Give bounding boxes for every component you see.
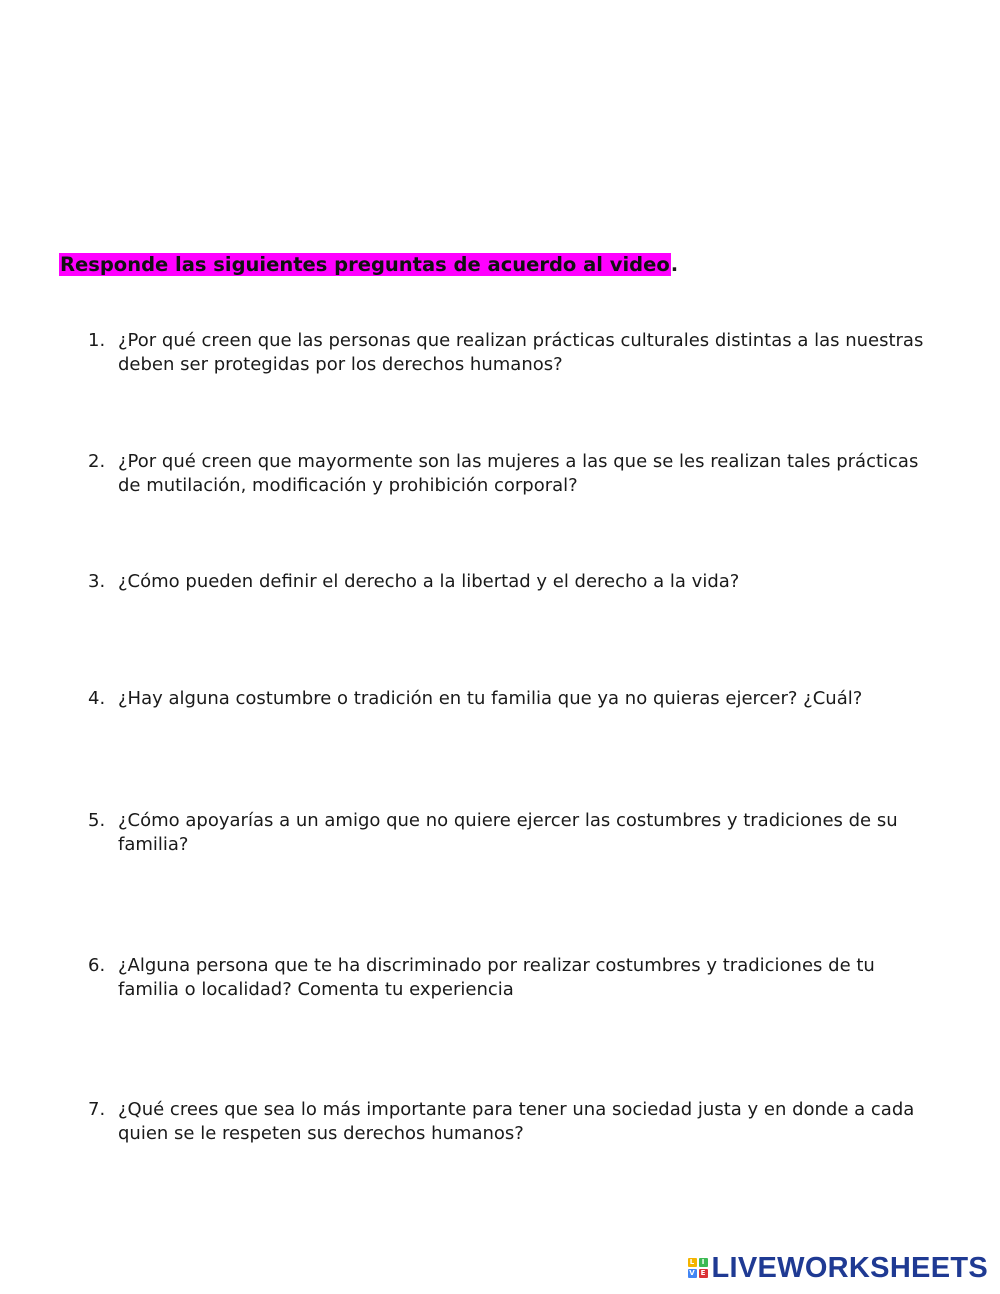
question-number: 5.	[88, 810, 106, 831]
liveworksheets-logo-text: LIVEWORKSHEETS	[711, 1251, 988, 1284]
question-text: ¿Hay alguna costumbre o tradición en tu familia que ya no quieras ejercer? ¿Cuál?	[118, 688, 863, 709]
question-number: 7.	[88, 1099, 106, 1120]
question-number: 6.	[88, 955, 106, 976]
logo-letter-e: E	[699, 1269, 708, 1278]
liveworksheets-logo-icon	[688, 1258, 708, 1278]
question-4	[88, 687, 933, 711]
question-text: ¿Alguna persona que te ha discriminado por realizar costumbres y tradiciones de tu familia o localidad? Comenta tu experiencia	[118, 955, 875, 1000]
instructions-heading	[59, 251, 678, 279]
logo-letter-v: V	[689, 1269, 695, 1277]
question-3	[88, 570, 933, 594]
instructions-highlight: Responde las siguientes preguntas de acuerdo al video	[60, 253, 670, 276]
question-5	[88, 809, 933, 857]
question-number: 3.	[88, 571, 106, 592]
question-text: ¿Cómo apoyarías a un amigo que no quiere ejercer las costumbres y tradiciones de su familia?	[118, 810, 898, 855]
question-text: ¿Qué crees que sea lo más importante para tener una sociedad justa y en donde a cada quien se le respeten sus derechos humanos?	[118, 1099, 915, 1144]
question-text: ¿Por qué creen que mayormente son las mujeres a las que se les realizan tales prácticas de mutilación, modificación y prohibición corporal?	[118, 451, 919, 496]
question-text: ¿Por qué creen que las personas que realizan prácticas culturales distintas a las nuestras deben ser protegidas por los derechos humanos?	[118, 330, 924, 375]
logo-letter-l: L	[688, 1258, 697, 1267]
question-2	[88, 450, 933, 498]
question-number: 2.	[88, 451, 106, 472]
instructions-period: .	[670, 253, 679, 276]
question-1	[88, 329, 933, 377]
liveworksheets-logo	[688, 1251, 989, 1284]
question-text: ¿Cómo pueden definir el derecho a la libertad y el derecho a la vida?	[118, 571, 740, 592]
question-number: 1.	[88, 330, 106, 351]
logo-letter-i: I	[699, 1258, 708, 1267]
question-6	[88, 954, 933, 1002]
question-7	[88, 1098, 933, 1146]
question-number: 4.	[88, 688, 106, 709]
